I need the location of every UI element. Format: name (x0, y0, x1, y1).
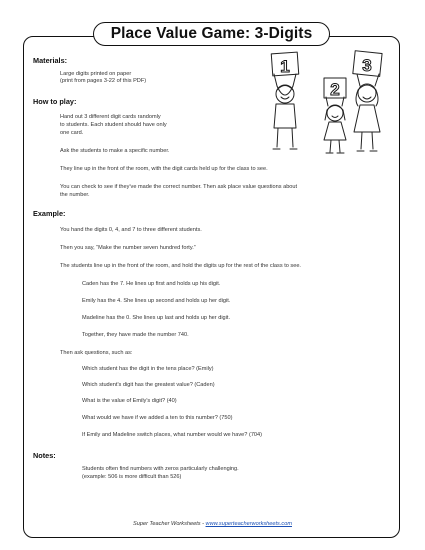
example-question: If Emily and Madeline switch places, what number would we have? (704) (82, 432, 263, 438)
how-to-play-text: Ask the students to make a specific number. (60, 148, 170, 154)
card-digit: 3 (362, 56, 372, 75)
example-question: Which student's digit has the greatest value? (Caden) (82, 382, 215, 388)
example-student-line: Emily has the 4. She lines up second and holds up her digit. (82, 298, 231, 304)
notes-heading: Notes: (33, 451, 56, 460)
example-student-line: Madeline has the 0. She lines up last and holds up her digit. (82, 315, 231, 321)
materials-line: Large digits printed on paper (60, 71, 132, 77)
how-to-play-heading: How to play: (33, 97, 77, 106)
example-heading: Example: (33, 209, 66, 218)
how-to-play-text: one card. (60, 130, 84, 136)
page-title: Place Value Game: 3-Digits (93, 22, 330, 46)
card-digit: 2 (330, 80, 340, 99)
how-to-play-text: You can check to see if they've made the correct number. Then ask place value questions about (60, 184, 298, 190)
example-text: Then you say, “Make the number seven hundred forty.” (60, 245, 196, 251)
how-to-play-text: to students. Each student should have only (60, 122, 167, 128)
footer (0, 521, 425, 527)
how-to-play-text: the number. (60, 192, 90, 198)
example-text: You hand the digits 0, 4, and 7 to three different students. (60, 227, 202, 233)
materials-line: (print from pages 3-22 of this PDF) (60, 78, 147, 84)
example-student-line: Together, they have made the number 740. (82, 332, 189, 338)
footer-prefix: Super Teacher Worksheets - (133, 521, 206, 527)
example-question: Which student has the digit in the tens place? (Emily) (82, 366, 214, 372)
example-student-line: Caden has the 7. He lines up first and holds up his digit. (82, 281, 221, 287)
example-question: What would we have if we added a ten to this number? (750) (82, 415, 233, 421)
footer-link[interactable]: www.superteacherworksheets.com (205, 521, 292, 527)
kids-holding-digit-cards-illustration (268, 50, 388, 158)
notes-text: (example: 506 is more difficult than 526) (82, 474, 182, 480)
card-digit: 1 (280, 57, 290, 76)
how-to-play-text: They line up in the front of the room, with the digit cards held up for the class to see. (60, 166, 268, 172)
materials-heading: Materials: (33, 56, 68, 65)
notes-text: Students often find numbers with zeros particularly challenging. (82, 466, 239, 472)
example-text: Then ask questions, such as: (60, 350, 133, 356)
example-question: What is the value of Emily's digit? (40) (82, 398, 177, 404)
how-to-play-text: Hand out 3 different digit cards randomly (60, 114, 161, 120)
example-text: The students line up in the front of the room, and hold the digits up for the rest of the class to see. (60, 263, 301, 269)
